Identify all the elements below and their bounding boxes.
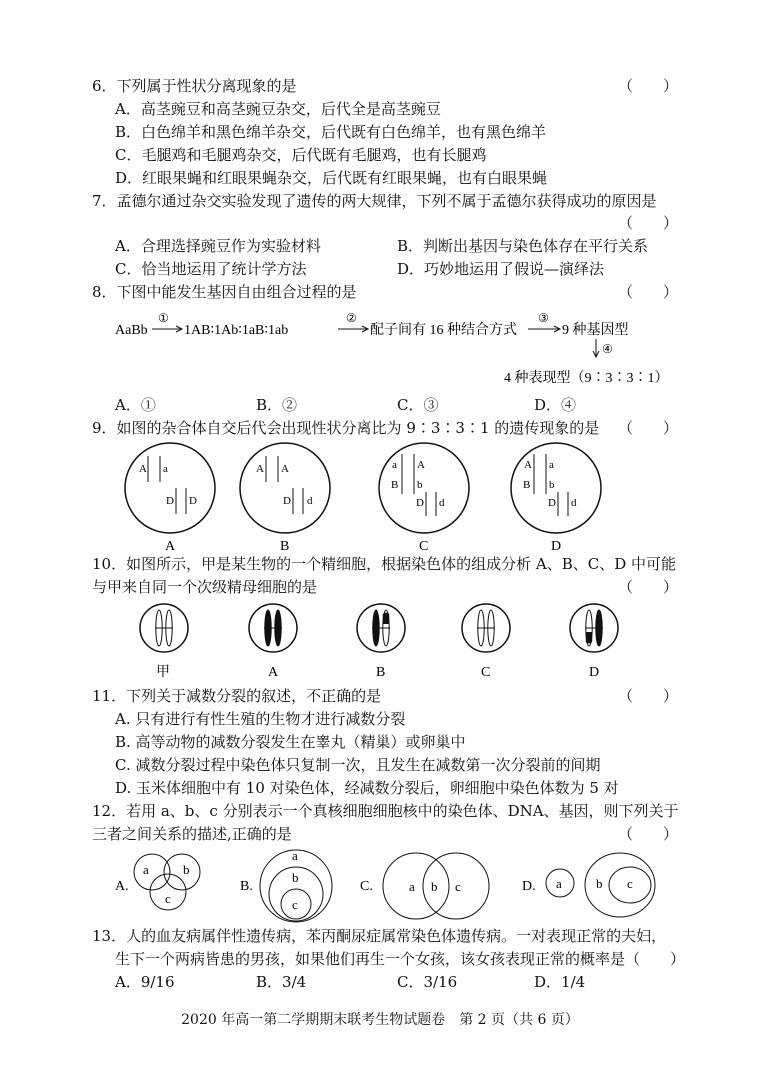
q8-gametes: 1AB∶1Ab∶1aB∶1ab [184, 323, 289, 338]
chromosome-segment-black [586, 632, 592, 644]
q11-option-b: B. 高等动物的减数分裂发生在睾丸（精巢）或卵巢中 [115, 733, 466, 751]
q10-label-jia: 甲 [156, 665, 170, 680]
chromosome-segment-black [383, 613, 389, 625]
q6-option-d: D．红眼果蝇和红眼果蝇杂交，后代既有红眼果蝇，也有白眼果蝇 [115, 169, 548, 187]
q7-option-b: B．判断出基因与染色体存在平行关系 [397, 237, 649, 255]
venn-circle [383, 853, 449, 919]
q10-stem-line1: 10．如图所示，甲是某生物的一个精细胞，根据染色体的组成分析 A、B、C、D 中可能 [92, 555, 676, 573]
venn-label: b [596, 876, 603, 891]
q11-option-d: D. 玉米体细胞中有 10 对染色体，经减数分裂后，卵细胞中染色体数为 5 对 [115, 779, 619, 797]
q12-venn-b [260, 848, 332, 922]
q9-cell-a-membrane [125, 443, 215, 533]
q10-label-d: D [589, 665, 600, 680]
q10-cell-c [462, 604, 510, 652]
q13-stem-line2: 生下一个两病皆患的男孩，如果他们再生一个女孩，该女孩表现正常的概率是（ ） [115, 950, 686, 968]
q10-cell-jia [140, 604, 188, 652]
q9-label-d: D [551, 539, 562, 552]
q12-stem-line1: 12．若用 a、b、c 分别表示一个真核细胞细胞核中的染色体、DNA、基因，则下列关于 [92, 802, 679, 820]
q8-genotype: AaBb [115, 323, 148, 338]
page-footer: 2020 年高一第二学期期末联考生物试题卷 第 2 页（共 6 页） [181, 1012, 579, 1028]
q8-genotypes: 9 种基因型 [562, 323, 629, 338]
gene-label: a [549, 459, 554, 471]
venn-label: a [556, 876, 562, 891]
q9-label-c: C [419, 539, 429, 552]
venn-label: a [143, 862, 149, 877]
gene-label: b [549, 479, 555, 491]
q8-option-d: D．④ [534, 396, 577, 414]
q12-venn-d [546, 853, 655, 917]
q6-stem: 6．下列属于性状分离现象的是 [92, 77, 297, 95]
venn-label: b [292, 870, 299, 885]
gene-label: A [281, 463, 289, 475]
q11-stem: 11．下列关于减数分裂的叙述，不正确的是 [92, 687, 382, 705]
q12-venn-a [134, 854, 200, 910]
gene-label: a [392, 459, 397, 471]
q10-cell-a [249, 604, 297, 652]
q8-stem: 8．下图中能发生基因自由组合过程的是 [92, 283, 357, 301]
q10-cell-d [570, 604, 618, 652]
q8-answer-paren: （ ） [618, 283, 679, 301]
gene-label: B [391, 479, 399, 491]
q10-label-c: C [481, 665, 491, 680]
venn-label: c [455, 879, 461, 894]
q12-option-c: C. [360, 879, 373, 894]
gene-label: A [139, 463, 147, 475]
q9-cell-b [240, 443, 330, 533]
q13-option-b: B．3/4 [256, 973, 307, 991]
gene-label: D [189, 495, 197, 507]
q9-cell-c [379, 443, 469, 533]
venn-label: c [165, 891, 171, 906]
venn-label: c [627, 876, 633, 891]
q8-option-c: C．③ [397, 396, 439, 414]
q13-stem-line1: 13．人的血友病属伴性遗传病，苯丙酮尿症属常染色体遗传病。一对表现正常的夫妇， [92, 927, 667, 945]
q9-answer-paren: （ ） [618, 419, 679, 437]
q8-genetics-flow-diagram [110, 305, 700, 390]
q6-option-b: B．白色绵羊和黑色绵羊杂交，后代既有白色绵羊，也有黑色绵羊 [115, 123, 547, 141]
q9-stem: 9．如图的杂合体自交后代会出现性状分离比为 9∶3∶3∶1 的遗传现象的是 [92, 419, 600, 437]
gene-label: A [417, 459, 425, 471]
q12-venn-figure [110, 846, 690, 924]
q11-option-a: A. 只有进行有性生殖的生物才进行减数分裂 [115, 710, 406, 728]
q7-option-a: A．合理选择豌豆作为实验材料 [115, 237, 321, 255]
q10-cells-figure [128, 598, 648, 682]
q6-option-a: A．高茎豌豆和高茎豌豆杂交，后代全是高茎豌豆 [115, 100, 441, 118]
q9-cell-a [125, 443, 215, 533]
venn-label: b [183, 862, 190, 877]
q9-cell-d [511, 443, 601, 533]
q8-step1-marker: ① [158, 311, 169, 325]
venn-circle [164, 854, 200, 890]
gene-label: B [523, 479, 531, 491]
gene-label: D [416, 497, 424, 509]
q9-label-a: A [165, 539, 176, 552]
q13-option-d: D．1/4 [534, 973, 586, 991]
q10-label-b: B [376, 665, 386, 680]
q7-stem: 7．孟德尔通过杂交实验发现了遗传的两大规律，下列不属于孟德尔获得成功的原因是 [92, 192, 657, 210]
q7-option-d: D．巧妙地运用了假说—演绎法 [397, 260, 605, 278]
gene-label: A [524, 459, 532, 471]
q8-step2-marker: ② [346, 311, 357, 325]
q8-step3-marker: ③ [538, 311, 549, 325]
gene-label: D [548, 497, 556, 509]
q9-cells-figure [118, 440, 618, 552]
q8-step4-marker: ④ [602, 342, 613, 356]
q12-option-d: D. [522, 879, 536, 894]
q13-option-c: C．3/16 [397, 973, 458, 991]
gene-label: d [439, 497, 445, 509]
gene-label: D [283, 495, 291, 507]
q12-venn-c [383, 853, 489, 919]
q12-stem-line2: 三者之间关系的描述,正确的是 [92, 825, 292, 843]
gene-label: a [163, 463, 168, 475]
venn-label: a [292, 848, 298, 863]
gene-label: A [256, 463, 264, 475]
q8-option-b: B．② [256, 396, 298, 414]
q13-option-a: A．9/16 [115, 973, 175, 991]
gene-label: d [571, 497, 577, 509]
q10-stem-line2: 与甲来自同一个次级精母细胞的是 [92, 578, 318, 596]
q12-option-b: B. [240, 879, 253, 894]
q9-label-b: B [280, 539, 290, 552]
q8-combos: 配子间有 16 种结合方式 [370, 323, 517, 338]
q12-option-a: A. [115, 879, 129, 894]
q7-answer-paren: （ ） [618, 214, 679, 232]
q6-answer-paren: （ ） [618, 77, 679, 95]
gene-label: D [166, 495, 174, 507]
q6-option-c: C．毛腿鸡和毛腿鸡杂交，后代既有毛腿鸡，也有长腿鸡 [115, 146, 487, 164]
q8-phenotypes: 4 种表现型（9∶3∶3∶1） [504, 371, 669, 386]
venn-label: a [409, 879, 415, 894]
q10-answer-paren: （ ） [618, 578, 679, 596]
q10-label-a: A [268, 665, 279, 680]
q12-answer-paren: （ ） [618, 825, 679, 843]
q9-cell-b-membrane [240, 443, 330, 533]
gene-label: b [417, 479, 423, 491]
q7-option-c: C．恰当地运用了统计学方法 [115, 260, 307, 278]
q11-answer-paren: （ ） [618, 687, 679, 705]
venn-label: b [431, 879, 438, 894]
q10-cell-b [357, 604, 405, 652]
gene-label: d [307, 495, 313, 507]
venn-label: c [292, 897, 298, 912]
q8-option-a: A．① [115, 396, 156, 414]
q11-option-c: C. 减数分裂过程中染色体只复制一次，且发生在减数第一次分裂前的间期 [115, 756, 601, 774]
